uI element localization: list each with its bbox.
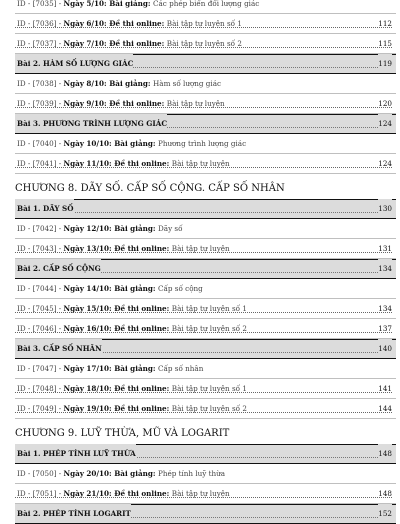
entry-id: ID - [7050] - <box>17 469 64 478</box>
entry-title: Dãy số <box>158 224 183 233</box>
entry-type: Đề thi online: <box>114 489 172 498</box>
entry-type: Bài giảng: <box>114 364 159 373</box>
page-number: 120 <box>378 99 392 108</box>
entry-id: ID - [7051] - <box>17 489 64 498</box>
entry-type: Đề thi online: <box>109 99 167 108</box>
entry-id: ID - [7045] - <box>17 304 64 313</box>
entry-day: Ngày 12/10: <box>63 224 115 233</box>
entry-text <box>15 0 259 13</box>
entry-id: ID - [7039] - <box>17 99 64 108</box>
page-number: 134 <box>378 304 392 313</box>
entry-title: Bài tập tự luyện số 2 <box>171 404 247 413</box>
entry-text <box>15 114 167 133</box>
entry-title: Bài tập tự luyện <box>166 99 225 108</box>
entry-day: Ngày 6/10: <box>63 19 110 28</box>
entry-text <box>15 74 221 93</box>
entry-type: Bài giảng: <box>114 469 159 478</box>
page-number: 152 <box>378 504 392 523</box>
entry-row[interactable] <box>15 379 396 399</box>
entry-title: Bài tập tự luyện <box>171 244 230 253</box>
lesson-title: Bài 2. HÀM SỐ LƯỢNG GIÁC <box>17 59 134 68</box>
entry-day: Ngày 5/10: <box>63 0 110 8</box>
entry-id: ID - [7035] - <box>17 0 64 8</box>
entry-id: ID - [7048] - <box>17 384 64 393</box>
entry-text <box>15 279 203 298</box>
entry-type: Đề thi online: <box>114 304 172 313</box>
entry-id: ID - [7041] - <box>17 159 64 168</box>
lesson-row[interactable] <box>15 444 396 464</box>
lesson-title: Bài 1. PHÉP TÍNH LUỸ THỪA <box>17 449 136 458</box>
entry-type: Đề thi online: <box>114 244 172 253</box>
entry-type: Đề thi online: <box>109 19 167 28</box>
page-number: 144 <box>378 404 392 413</box>
entry-id: ID - [7042] - <box>17 224 64 233</box>
page-number: 148 <box>378 444 392 463</box>
entry-id: ID - [7044] - <box>17 284 64 293</box>
entry-type: Đề thi online: <box>114 159 172 168</box>
lesson-title: Bài 3. PHƯƠNG TRÌNH LƯỢNG GIÁC <box>17 119 168 128</box>
entry-text <box>15 399 247 418</box>
entry-text <box>15 259 101 278</box>
entry-type: Bài giảng: <box>114 139 159 148</box>
entry-day: Ngày 17/10: <box>63 364 115 373</box>
entry-text <box>15 484 230 503</box>
entry-title: Bài tập tự luyện số 1 <box>171 304 247 313</box>
entry-row[interactable] <box>15 279 396 299</box>
entry-text <box>15 134 246 153</box>
entry-id: ID - [7038] - <box>17 79 64 88</box>
entry-text <box>15 464 225 483</box>
entry-title: Bài tập tự luyện <box>171 159 230 168</box>
entry-row[interactable] <box>15 74 396 94</box>
entry-day: Ngày 8/10: <box>63 79 110 88</box>
entry-row[interactable] <box>15 154 396 174</box>
entry-day: Ngày 10/10: <box>63 139 115 148</box>
lesson-row[interactable] <box>15 114 396 134</box>
entry-title: Phương trình lượng giác <box>158 139 247 148</box>
entry-type: Đề thi online: <box>114 384 172 393</box>
entry-row[interactable] <box>15 399 396 419</box>
entry-day: Ngày 18/10: <box>63 384 115 393</box>
lesson-row[interactable] <box>15 54 396 74</box>
page-number: 119 <box>378 54 392 73</box>
entry-day: Ngày 19/10: <box>63 404 115 413</box>
entry-text <box>15 34 242 53</box>
entry-row[interactable] <box>15 299 396 319</box>
entry-text <box>15 94 225 113</box>
entry-day: Ngày 7/10: <box>63 39 110 48</box>
lesson-title: Bài 2. CẤP SỐ CỘNG <box>17 264 101 273</box>
entry-title: Bài tập tự luyện số 2 <box>171 324 247 333</box>
entry-id: ID - [7037] - <box>17 39 64 48</box>
entry-day: Ngày 13/10: <box>63 244 115 253</box>
lesson-row[interactable] <box>15 504 396 524</box>
entry-row[interactable] <box>15 0 396 14</box>
entry-text <box>15 339 102 358</box>
entry-id: ID - [7047] - <box>17 364 64 373</box>
entry-title: Hàm số lượng giác <box>153 79 222 88</box>
page-number: 137 <box>378 324 392 333</box>
entry-day: Ngày 14/10: <box>63 284 115 293</box>
lesson-title: Bài 2. PHÉP TÍNH LOGARIT <box>17 509 131 518</box>
entry-text <box>15 154 230 173</box>
lesson-title: Bài 1. DÃY SỐ <box>17 204 74 213</box>
entry-text <box>15 199 74 218</box>
entry-title: Bài tập tự luyện <box>171 489 230 498</box>
entry-row[interactable] <box>15 94 396 114</box>
page-number: 134 <box>378 259 392 278</box>
entry-title: Bài tập tự luyện số 1 <box>171 384 247 393</box>
entry-day: Ngày 9/10: <box>63 99 110 108</box>
entry-text <box>15 219 183 238</box>
entry-text <box>15 444 136 463</box>
page-number: 115 <box>378 39 392 48</box>
page-number: 131 <box>378 244 392 253</box>
entry-row[interactable] <box>15 14 396 34</box>
entry-text <box>15 14 242 33</box>
entry-text <box>15 359 203 378</box>
entry-title: Cấp số nhân <box>158 364 204 373</box>
entry-day: Ngày 11/10: <box>63 159 115 168</box>
entry-row[interactable] <box>15 359 396 379</box>
lesson-title: Bài 3. CẤP SỐ NHÂN <box>17 344 102 353</box>
lesson-row[interactable] <box>15 199 396 219</box>
entry-row[interactable] <box>15 134 396 154</box>
entry-day: Ngày 15/10: <box>63 304 115 313</box>
entry-text <box>15 54 133 73</box>
entry-day: Ngày 16/10: <box>63 324 115 333</box>
entry-row[interactable] <box>15 484 396 504</box>
chapter-heading: CHƯƠNG 9. LUỸ THỪA, MŨ VÀ LOGARIT <box>15 428 230 439</box>
entry-id: ID - [7036] - <box>17 19 64 28</box>
entry-type: Đề thi online: <box>114 324 172 333</box>
entry-id: ID - [7046] - <box>17 324 64 333</box>
entry-title: Bài tập tự luyện số 2 <box>166 39 242 48</box>
entry-id: ID - [7040] - <box>17 139 64 148</box>
page-number: 130 <box>378 199 392 218</box>
page-number: 124 <box>378 159 392 168</box>
entry-title: Phép tính luỹ thừa <box>158 469 226 478</box>
entry-text <box>15 239 230 258</box>
page-number: 141 <box>378 384 392 393</box>
entry-title: Bài tập tự luyện số 1 <box>166 19 242 28</box>
lesson-row[interactable] <box>15 259 396 279</box>
entry-day: Ngày 20/10: <box>63 469 115 478</box>
entry-title: Cấp số cộng <box>158 284 203 293</box>
entry-row[interactable] <box>15 319 396 339</box>
entry-day: Ngày 21/10: <box>63 489 115 498</box>
entry-title: Các phép biến đổi lượng giác <box>153 0 260 8</box>
entry-type: Bài giảng: <box>109 79 154 88</box>
entry-text <box>15 319 247 338</box>
chapter-heading: CHƯƠNG 8. DÃY SỐ. CẤP SỐ CỘNG. CẤP SỐ NHÂN <box>15 183 285 194</box>
entry-type: Bài giảng: <box>109 0 154 8</box>
entry-row[interactable] <box>15 464 396 484</box>
lesson-row[interactable] <box>15 339 396 359</box>
entry-text <box>15 299 247 318</box>
entry-text <box>15 504 131 523</box>
page-number: 140 <box>378 339 392 358</box>
entry-type: Đề thi online: <box>114 404 172 413</box>
entry-type: Đề thi online: <box>109 39 167 48</box>
entry-row[interactable] <box>15 219 396 239</box>
entry-row[interactable] <box>15 239 396 259</box>
page-number: 148 <box>378 489 392 498</box>
entry-id: ID - [7043] - <box>17 244 64 253</box>
entry-type: Bài giảng: <box>114 284 159 293</box>
entry-id: ID - [7049] - <box>17 404 64 413</box>
page-number: 124 <box>378 114 392 133</box>
entry-type: Bài giảng: <box>114 224 159 233</box>
page-number: 112 <box>378 19 392 28</box>
entry-text <box>15 379 247 398</box>
entry-row[interactable] <box>15 34 396 54</box>
